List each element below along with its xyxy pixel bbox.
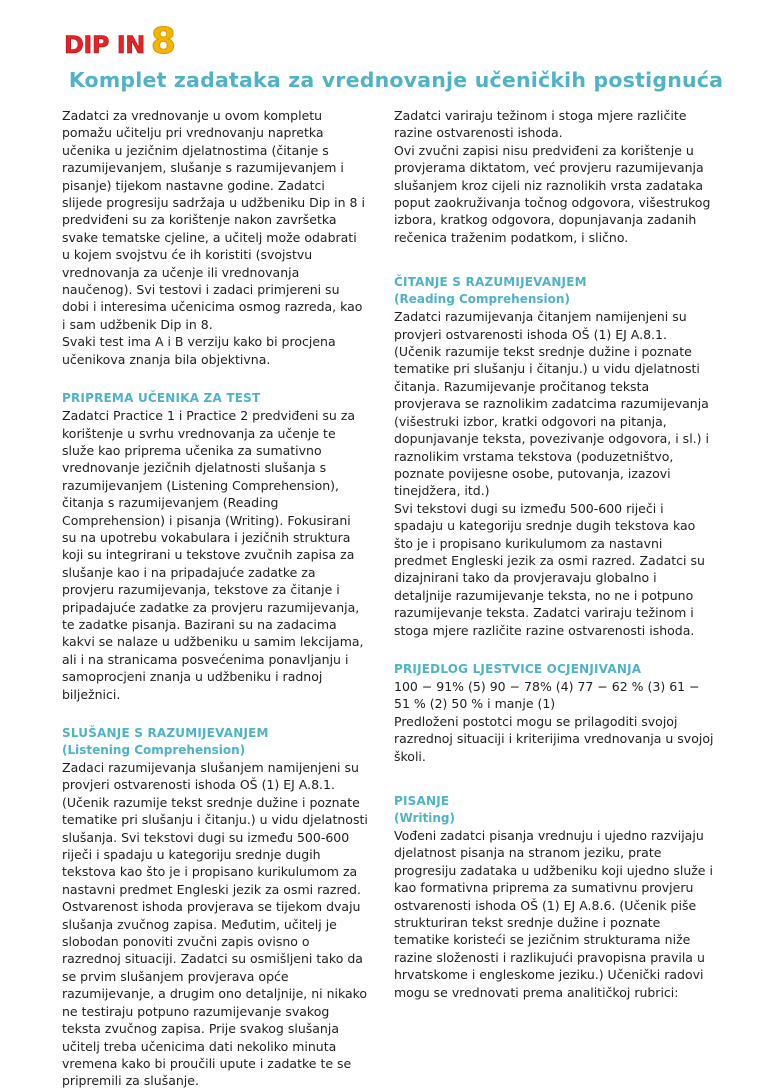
section-subheading-slusanje: (Listening Comprehension) [62, 743, 246, 757]
section-heading-slusanje: SLUŠANJE S RAZUMIJEVANJEM [62, 726, 269, 740]
section-text-priprema: Zadatci Practice 1 i Practice 2 predviđeni su za korištenje u svrhu vrednovanja za učenje te služe kao priprema učenika za sumativno vrednovanje jezičnih djelatnosti slušanja s razumijevanjem (Listening Comprehension), čitanja s razumijevanjem (Reading Comprehension) i pisanja (Writing). Fokusirani su na upotrebu vokabulara i jezičnih struktura koji su integrirani u tekstove zvučnih zapisa za slušanje kao i na pripadajuće zadatke za provjeru razumijevanja, tekstove za čitanje i pripadajuće zadatke za provjeru razumijevanja, te zadatke pisanja. Bazirani su na zadacima kakvi se nalaze u udžbeniku u samim lekcijama, ali i na stranicama posvećenima ponavljanju i samoprocjeni znanja u udžbeniku i radnoj bilježnici. [62, 408, 364, 702]
section-heading-pisanje: PISANJE [394, 794, 450, 808]
continued-paragraph-2: Ovi zvučni zapisi nisu predviđeni za korištenje u provjerama diktatom, već provjeru razumijevanja slušanjem kroz cijeli niz raznolikih vrsta zadataka poput zaokruživanja točnog odgovora, višestrukog izbora, kratkog odgovora, dopunjavanja zadanih rečenica traženim podatkom, i slično. [394, 142, 711, 245]
section-text-pisanje: Vođeni zadatci pisanja vrednuju i ujedno razvijaju djelatnost pisanja na stranom jeziku, prate progresiju zadataka u udžbeniku koji ujedno služe i kao formativna priprema za sumativnu provjeru ostvarenosti ishoda OŠ (1) EJ A.8.6. (Učenik piše strukturiran tekst srednje dužine i poznate tematike koristeći se jezičnim strukturama niže razine složenosti i razlikujući pravopisna pravila u hrvatskome i engleskome jeziku.) Učenički radovi mogu se vrednovati prema analitičkoj rubrici: [394, 828, 713, 1000]
right-column [394, 107, 714, 1001]
section-subheading-citanje: (Reading Comprehension) [394, 292, 570, 307]
intro-paragraph: Zadatci za vrednovanje u ovom kompletu pomažu učitelju pri vrednovanju napretka učenika u jezičnim djelatnostima (čitanje s razumijevanjem, slušanje s razumijevanjem i pisanje) tijekom nastavne godine. Zadatci slijede progresiju sadržaja u udžbeniku Dip in 8 i predviđeni su za korištenje nakon završetka svake tematske cjeline, a učitelj može odabrati u kojem svojstvu će ih koristiti (svojstvu vrednovanja za učenje ili vrednovanja naučenog). Svi testovi i zadaci primjereni su dobi i interesima učenicima osmog razreda, kao i sam udžbenik Dip in 8. [62, 108, 365, 332]
dip-in-8-logo [64, 21, 176, 62]
logo-word: DIP IN [64, 31, 145, 59]
section-subheading-pisanje: (Writing) [394, 811, 456, 825]
section-heading-priprema: PRIPREMA UČENIKA ZA TEST [62, 391, 261, 406]
section-text-slusanje: Zadaci razumijevanja slušanjem namijenjeni su provjeri ostvarenosti ishoda OŠ (1) EJ A.8.1. (Učenik razumije tekst srednje dužine i poznate tematike pri slušanju i čitanju.) u vidu djelatnosti slušanja. Svi tekstovi dugi su između 500-600 riječi i spadaju u kategoriju srednje dugih tekstova kao što je i propisano kurikulumom za nastavni predmet Engleski jezik za osmi razred. Ostvarenost ishoda provjerava se tijekom dvaju slušanja zvučnog zapisa. Međutim, učitelj je slobodan ponoviti zvučni zapis ovisno o razrednoj situaciji. Zadatci su osmišljeni tako da se prvim slušanjem provjerava opće razumijevanje, a drugim ono detaljnije, ni nikako ne testiraju potpuno razumijevanje svakog teksta zvučnog zapisa. Prije svakog slušanja učitelj treba učenicima dati nekoliko minuta vremena kako bi proučili upute i zadatke te se pripremili za slušanje. [62, 760, 368, 1089]
section-text-prijedlog: Predloženi postotci mogu se prilagoditi svojoj razrednoj situaciji i kriterijima vrednovanja u svojoj školi. [394, 713, 714, 764]
logo-number: 8 [150, 21, 176, 62]
section-heading-prijedlog: PRIJEDLOG LJESTVICE OCJENJIVANJA [394, 661, 642, 676]
grading-scale: 100 − 91% (5) 90 − 78% (4) 77 − 62 % (3) 61 − 51 % (2) 50 % i manje (1) [394, 678, 700, 712]
section-heading-citanje: ČITANJE S RAZUMIJEVANJEM [394, 275, 587, 290]
intro-paragraph-2: Svaki test ima A i B verziju kako bi procjena učenikova znanja bila objektivna. [62, 334, 336, 367]
continued-paragraph: Zadatci variraju težinom i stoga mjere različite razine ostvarenosti ishoda. [394, 108, 687, 141]
section-text-citanje-2: Svi tekstovi dugi su između 500-600 riječi i spadaju u kategoriju srednje dugih tekstova kao što je i propisano kurikulumom za nastavni predmet Engleski jezik za osmi razred. Zadatci su dizajnirani tako da provjeravaju globalno i detaljnije razumijevanje teksta, no ne i potpuno razumijevanje teksta. Zadatci variraju težinom i stoga mjere različite razine ostvarenosti ishoda. [394, 500, 705, 638]
left-column [62, 107, 368, 1090]
page-title: Komplet zadataka za vrednovanje učeničkih postignuća [68, 68, 724, 92]
section-text-citanje: Zadatci razumijevanja čitanjem namijenjeni su provjeri ostvarenosti ishoda OŠ (1) EJ A.8.1. (Učenik razumije tekst srednje dužine i poznate tematike pri slušanju i čitanju.) u vidu djelatnosti čitanja. Razumijevanje pročitanog teksta provjerava se raznolikim zadatcima razumijevanja (višestruki izbor, kratki odgovori na pitanja, dopunjavanje teksta, povezivanje odgovora, i sl.) i raznolikim vrstama tekstova (poduzetništvo, poznate povijesne osobe, putovanja, izazovi tinejdžera, itd.) [394, 309, 709, 499]
